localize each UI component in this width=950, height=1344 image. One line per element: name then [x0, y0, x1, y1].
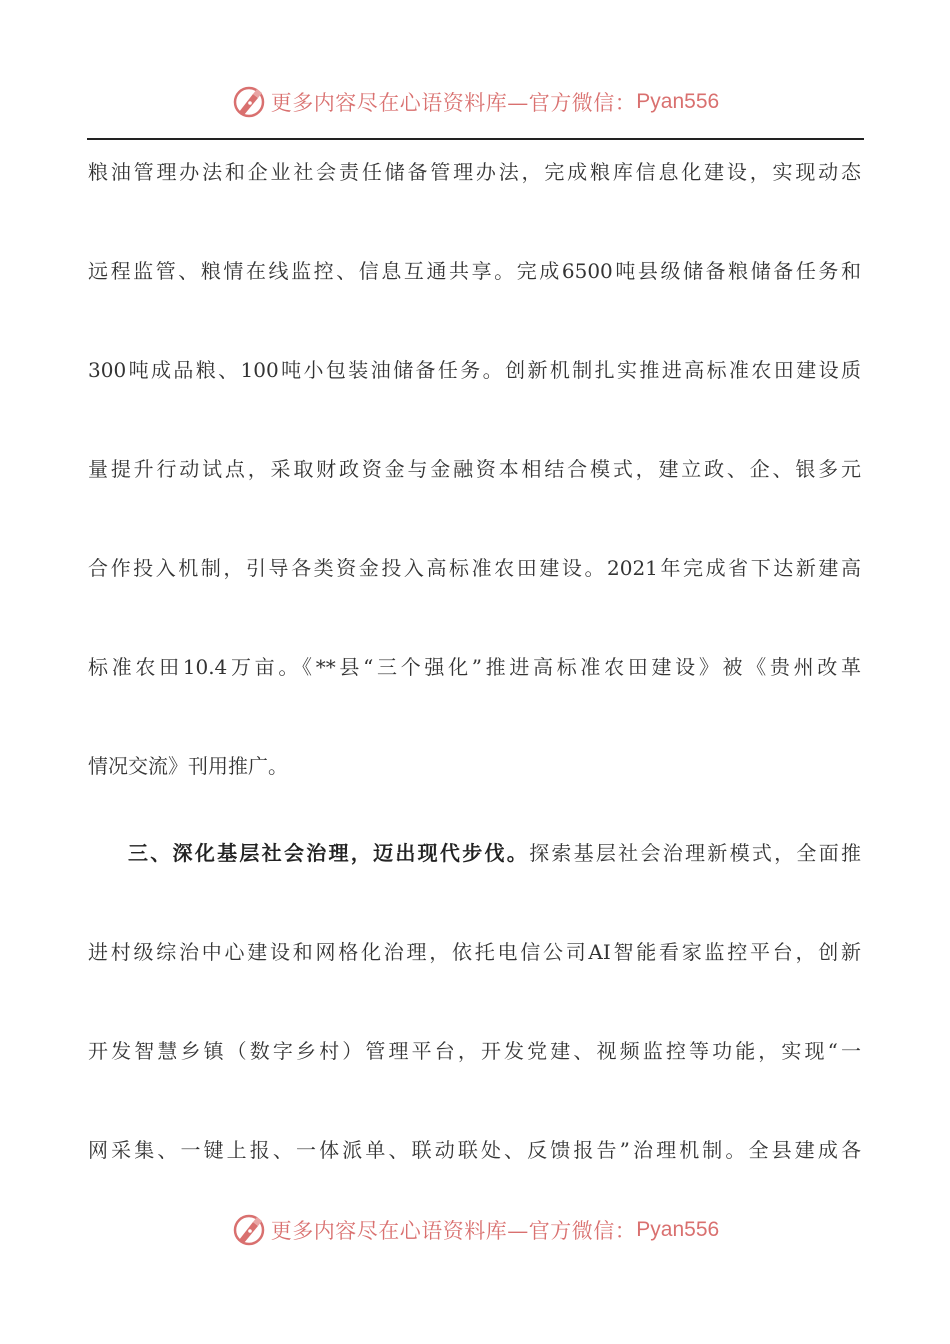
pen-nib-circle-icon [231, 84, 267, 120]
header-banner [0, 82, 950, 122]
pen-nib-circle-icon [231, 1212, 267, 1248]
document-body [88, 148, 861, 1225]
section-heading: 三、深化基层社会治理，迈出现代步伐。 [128, 841, 530, 865]
section-line: 开发智慧乡镇（数字乡村）管理平台，开发党建、视频监控等功能，实现“一 [88, 1039, 861, 1063]
body-line: 远程监管、粮情在线监控、信息互通共享。完成6500吨县级储备粮储备任务和 [88, 259, 861, 283]
body-line: 标准农田10.4万亩。《**县“三个强化”推进高标准农田建设》被《贵州改革 [88, 655, 861, 679]
body-line: 粮油管理办法和企业社会责任储备管理办法，完成粮库信息化建设，实现动态 [88, 160, 861, 184]
section-first-line-rest: 探索基层社会治理新模式，全面推 [529, 841, 861, 865]
body-line: 量提升行动试点，采取财政资金与金融资本相结合模式，建立政、企、银多元 [88, 457, 861, 481]
section-first-line [88, 829, 861, 928]
footer-banner [0, 1210, 950, 1250]
header-banner-wechat-id: Pyan556 [636, 90, 720, 113]
header-banner-text: 更多内容尽在心语资料库—官方微信： [270, 91, 637, 115]
section-line: 网采集、一键上报、一体派单、联动联处、反馈报告”治理机制。全县建成各 [88, 1138, 861, 1162]
header-divider [87, 138, 864, 140]
section-line: 进村级综治中心建设和网格化治理，依托电信公司AI智能看家监控平台，创新 [88, 940, 861, 964]
footer-banner-text: 更多内容尽在心语资料库—官方微信： [270, 1219, 637, 1243]
body-line: 情况交流》刊用推广。 [88, 754, 288, 778]
footer-banner-wechat-id: Pyan556 [636, 1218, 720, 1241]
body-line: 300吨成品粮、100吨小包装油储备任务。创新机制扎实推进高标准农田建设质 [88, 358, 861, 382]
body-line: 合作投入机制，引导各类资金投入高标准农田建设。2021年完成省下达新建高 [88, 556, 861, 580]
